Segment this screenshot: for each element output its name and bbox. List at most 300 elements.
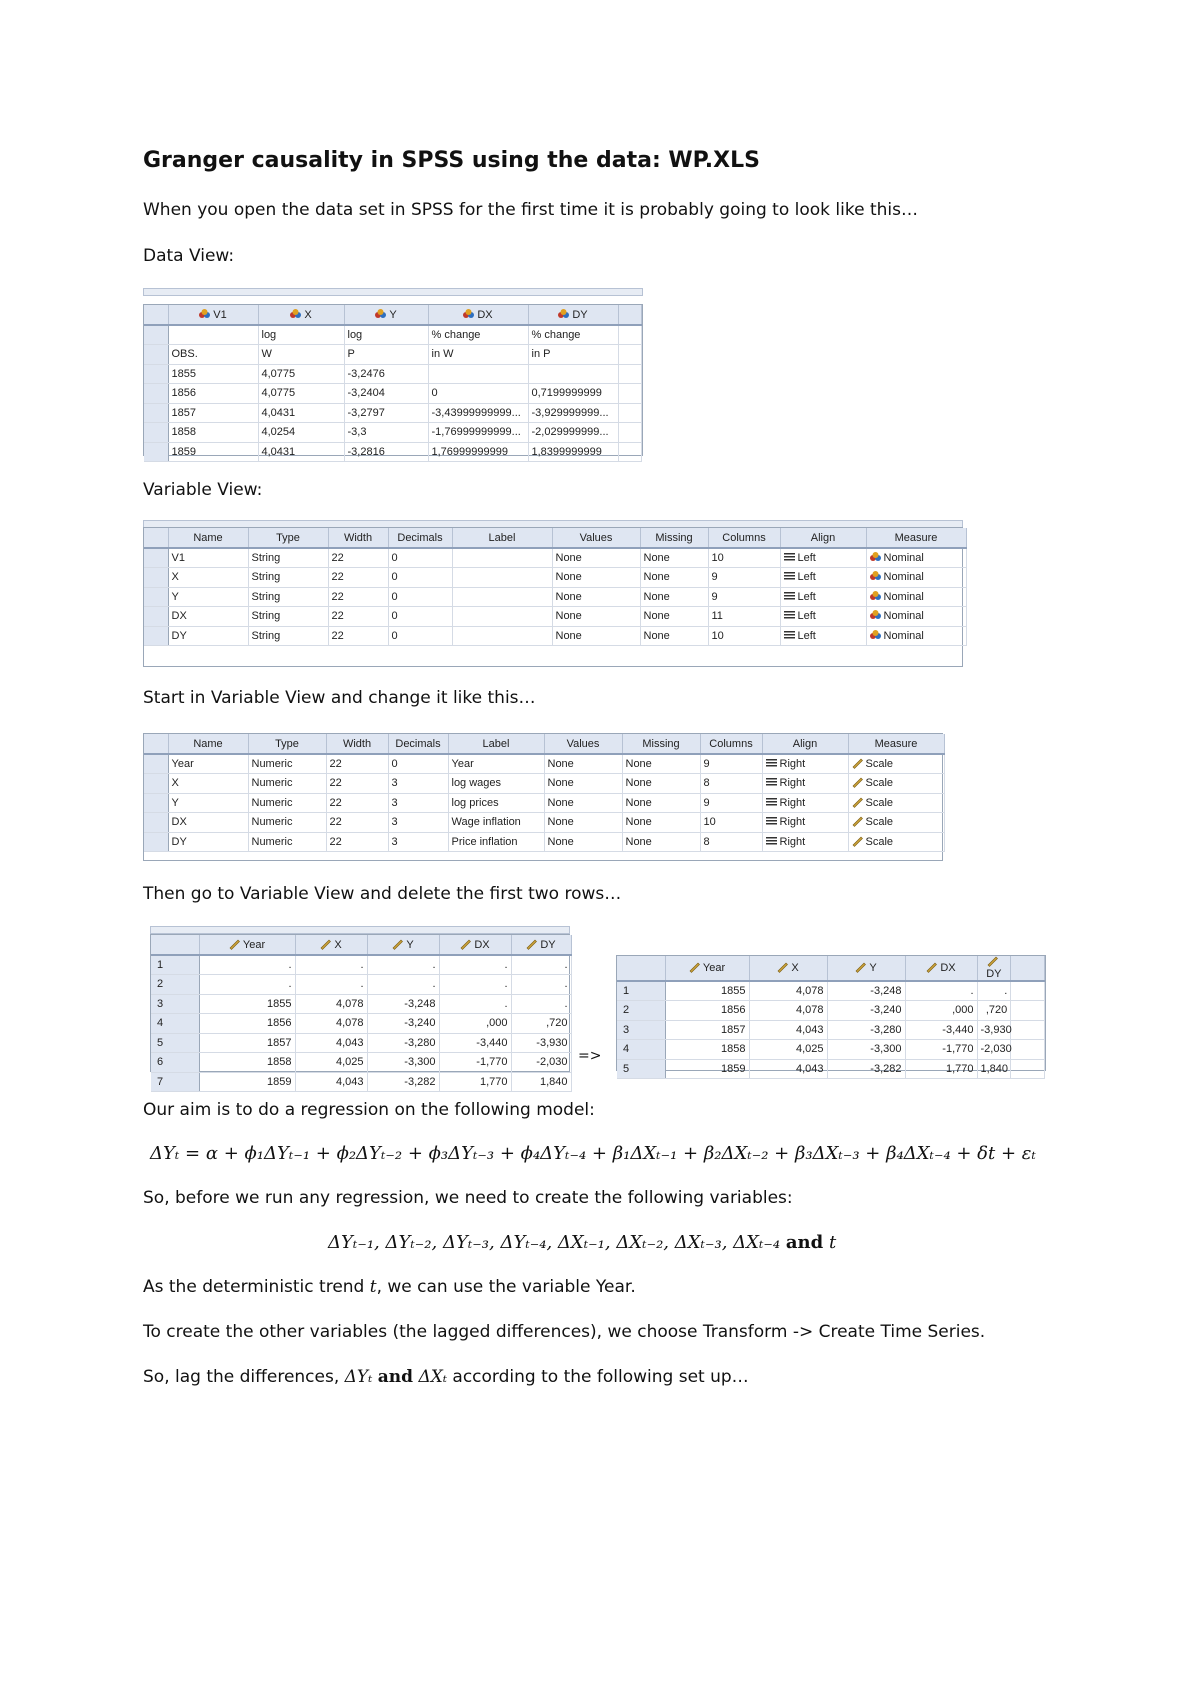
column-header[interactable] bbox=[367, 935, 439, 955]
table-cell[interactable] bbox=[827, 981, 905, 1001]
cell-value: 1856 bbox=[267, 1017, 292, 1030]
table-cell[interactable] bbox=[344, 384, 428, 404]
table-cell[interactable] bbox=[640, 607, 708, 627]
table-row bbox=[144, 774, 944, 794]
table-cell[interactable] bbox=[866, 568, 966, 588]
table-cell[interactable] bbox=[168, 774, 248, 794]
table-cell[interactable] bbox=[622, 793, 700, 813]
row-header[interactable] bbox=[144, 626, 168, 646]
table-cell[interactable] bbox=[848, 774, 944, 794]
table-cell[interactable] bbox=[749, 1020, 827, 1040]
table-cell[interactable] bbox=[328, 548, 388, 568]
row-header[interactable] bbox=[144, 325, 168, 345]
table-cell[interactable] bbox=[295, 1033, 367, 1053]
table-cell[interactable] bbox=[388, 793, 448, 813]
row-number[interactable] bbox=[151, 1014, 199, 1034]
table-cell[interactable] bbox=[448, 774, 544, 794]
table-cell[interactable] bbox=[977, 1059, 1011, 1079]
table-cell[interactable] bbox=[168, 442, 258, 462]
table-cell[interactable] bbox=[780, 548, 866, 568]
table-cell[interactable] bbox=[552, 568, 640, 588]
table-cell[interactable] bbox=[977, 1040, 1011, 1060]
table-cell[interactable] bbox=[168, 364, 258, 384]
table-cell[interactable] bbox=[388, 813, 448, 833]
table-cell[interactable] bbox=[749, 981, 827, 1001]
column-header[interactable] bbox=[388, 734, 448, 754]
table-cell[interactable] bbox=[708, 587, 780, 607]
table-cell[interactable] bbox=[700, 832, 762, 852]
table-cell[interactable] bbox=[388, 832, 448, 852]
table-cell[interactable] bbox=[827, 1020, 905, 1040]
table-cell[interactable] bbox=[708, 548, 780, 568]
table-cell[interactable] bbox=[544, 832, 622, 852]
table-cell[interactable] bbox=[848, 813, 944, 833]
row-header[interactable] bbox=[144, 403, 168, 423]
column-header[interactable] bbox=[168, 528, 248, 548]
table-cell[interactable] bbox=[168, 607, 248, 627]
table-cell[interactable] bbox=[367, 955, 439, 975]
table-cell[interactable] bbox=[762, 793, 848, 813]
table-cell[interactable] bbox=[248, 793, 326, 813]
row-number[interactable] bbox=[151, 1053, 199, 1073]
table-cell[interactable] bbox=[665, 1020, 749, 1040]
row-number[interactable] bbox=[617, 981, 665, 1001]
table-cell[interactable] bbox=[622, 832, 700, 852]
table-cell[interactable] bbox=[622, 774, 700, 794]
table-cell[interactable] bbox=[248, 774, 326, 794]
table-cell[interactable] bbox=[168, 384, 258, 404]
table-cell[interactable] bbox=[199, 1014, 295, 1034]
column-header[interactable] bbox=[665, 956, 749, 981]
table-cell[interactable] bbox=[388, 548, 452, 568]
table-cell[interactable] bbox=[700, 774, 762, 794]
table-cell[interactable] bbox=[640, 568, 708, 588]
table-cell[interactable] bbox=[248, 832, 326, 852]
cell-value: -3,2476 bbox=[347, 367, 385, 380]
table-cell[interactable] bbox=[665, 981, 749, 1001]
table-cell[interactable] bbox=[168, 587, 248, 607]
row-number[interactable] bbox=[151, 1072, 199, 1092]
table-cell-empty bbox=[1011, 1040, 1045, 1060]
column-header[interactable] bbox=[640, 528, 708, 548]
table-cell[interactable] bbox=[552, 587, 640, 607]
column-header[interactable] bbox=[388, 528, 452, 548]
table-cell[interactable] bbox=[439, 994, 511, 1014]
table-cell[interactable] bbox=[168, 568, 248, 588]
table-cell[interactable] bbox=[780, 587, 866, 607]
table-cell[interactable] bbox=[344, 403, 428, 423]
table-cell[interactable] bbox=[866, 587, 966, 607]
column-header-label: Measure bbox=[874, 737, 918, 750]
row-header[interactable] bbox=[144, 813, 168, 833]
table-cell[interactable] bbox=[665, 1040, 749, 1060]
table-cell[interactable] bbox=[168, 793, 248, 813]
table-cell[interactable] bbox=[428, 364, 528, 384]
table-cell[interactable] bbox=[328, 626, 388, 646]
table-cell[interactable] bbox=[552, 626, 640, 646]
table-cell[interactable] bbox=[905, 981, 977, 1001]
table-cell[interactable] bbox=[665, 1059, 749, 1079]
column-header[interactable] bbox=[552, 528, 640, 548]
column-header[interactable] bbox=[780, 528, 866, 548]
row-header[interactable] bbox=[144, 423, 168, 443]
column-header[interactable] bbox=[622, 734, 700, 754]
column-header[interactable] bbox=[295, 935, 367, 955]
cell-value: 4 bbox=[157, 1017, 164, 1030]
row-header[interactable] bbox=[144, 568, 168, 588]
table-cell[interactable] bbox=[700, 793, 762, 813]
cell-value: Left bbox=[797, 552, 816, 564]
row-header[interactable] bbox=[144, 364, 168, 384]
table-cell[interactable] bbox=[977, 981, 1011, 1001]
table-cell[interactable] bbox=[848, 832, 944, 852]
table-cell[interactable] bbox=[199, 955, 295, 975]
nominal-icon bbox=[870, 630, 881, 640]
row-header[interactable] bbox=[144, 607, 168, 627]
table-cell[interactable] bbox=[428, 403, 528, 423]
table-cell[interactable] bbox=[248, 626, 328, 646]
table-cell[interactable] bbox=[780, 626, 866, 646]
table-cell[interactable] bbox=[866, 548, 966, 568]
table-cell[interactable] bbox=[258, 384, 344, 404]
table-cell[interactable] bbox=[388, 568, 452, 588]
table-cell[interactable] bbox=[622, 813, 700, 833]
cell-value: DX bbox=[171, 816, 187, 829]
row-number[interactable] bbox=[617, 1059, 665, 1079]
table-cell[interactable] bbox=[762, 774, 848, 794]
table-cell[interactable] bbox=[248, 607, 328, 627]
row-number[interactable] bbox=[151, 994, 199, 1014]
table-cell[interactable] bbox=[168, 345, 258, 365]
table-cell[interactable] bbox=[367, 975, 439, 995]
table-cell[interactable] bbox=[428, 442, 528, 462]
column-header[interactable] bbox=[328, 528, 388, 548]
row-number[interactable] bbox=[617, 1020, 665, 1040]
table-cell[interactable] bbox=[168, 813, 248, 833]
table-cell[interactable] bbox=[367, 1053, 439, 1073]
column-header[interactable] bbox=[428, 305, 528, 325]
table-cell[interactable] bbox=[511, 955, 571, 975]
table-cell[interactable] bbox=[439, 975, 511, 995]
table-cell[interactable] bbox=[168, 832, 248, 852]
column-header[interactable] bbox=[827, 956, 905, 981]
table-cell[interactable] bbox=[749, 1059, 827, 1079]
table-cell[interactable] bbox=[511, 994, 571, 1014]
column-header[interactable] bbox=[700, 734, 762, 754]
table-cell[interactable] bbox=[428, 325, 528, 345]
table-cell[interactable] bbox=[295, 1053, 367, 1073]
cell-value: 1,8399999999 bbox=[531, 445, 602, 458]
table-cell[interactable] bbox=[199, 1072, 295, 1092]
table-cell[interactable] bbox=[258, 364, 344, 384]
table-cell[interactable] bbox=[905, 1040, 977, 1060]
table-cell-empty bbox=[618, 423, 642, 443]
row-number[interactable] bbox=[617, 1001, 665, 1021]
table-cell[interactable] bbox=[344, 345, 428, 365]
table-cell[interactable] bbox=[248, 568, 328, 588]
table-cell[interactable] bbox=[328, 607, 388, 627]
table-cell[interactable] bbox=[326, 832, 388, 852]
table-cell[interactable] bbox=[528, 403, 618, 423]
row-header[interactable] bbox=[144, 832, 168, 852]
table-cell[interactable] bbox=[388, 626, 452, 646]
table-cell[interactable] bbox=[326, 754, 388, 774]
cell-value: 1 bbox=[623, 985, 630, 997]
column-header[interactable] bbox=[977, 956, 1011, 981]
table-cell[interactable] bbox=[762, 754, 848, 774]
column-header-label: Missing bbox=[655, 531, 693, 544]
cell-value: Numeric bbox=[251, 835, 293, 848]
cell-value: ,720 bbox=[546, 1017, 568, 1030]
table-cell[interactable] bbox=[700, 813, 762, 833]
table-cell-empty bbox=[618, 384, 642, 404]
table-cell[interactable] bbox=[848, 754, 944, 774]
table-cell[interactable] bbox=[326, 793, 388, 813]
table-cell[interactable] bbox=[622, 754, 700, 774]
table-cell[interactable] bbox=[367, 994, 439, 1014]
column-header[interactable] bbox=[708, 528, 780, 548]
column-header[interactable] bbox=[905, 956, 977, 981]
row-header[interactable] bbox=[144, 587, 168, 607]
table-cell[interactable] bbox=[448, 832, 544, 852]
table-cell[interactable] bbox=[848, 793, 944, 813]
row-number[interactable] bbox=[151, 1033, 199, 1053]
scale-icon bbox=[926, 962, 937, 972]
table-cell[interactable] bbox=[367, 1072, 439, 1092]
column-header[interactable] bbox=[448, 734, 544, 754]
table-cell[interactable] bbox=[439, 955, 511, 975]
table-cell[interactable] bbox=[388, 774, 448, 794]
table-cell[interactable] bbox=[452, 548, 552, 568]
table-cell[interactable] bbox=[511, 1033, 571, 1053]
table-cell[interactable] bbox=[762, 813, 848, 833]
table-cell[interactable] bbox=[367, 1033, 439, 1053]
table-cell[interactable] bbox=[511, 1053, 571, 1073]
table-cell[interactable] bbox=[640, 548, 708, 568]
column-header[interactable] bbox=[326, 734, 388, 754]
cell-value: Price inflation bbox=[451, 835, 518, 848]
column-header[interactable] bbox=[749, 956, 827, 981]
table-cell[interactable] bbox=[762, 832, 848, 852]
table-cell[interactable] bbox=[640, 626, 708, 646]
table-cell[interactable] bbox=[248, 754, 326, 774]
table-row bbox=[151, 994, 571, 1014]
table-cell[interactable] bbox=[511, 1072, 571, 1092]
cell-value: ,000 bbox=[952, 1004, 974, 1017]
table-row bbox=[144, 607, 966, 627]
table-cell[interactable] bbox=[780, 568, 866, 588]
table-cell[interactable] bbox=[428, 423, 528, 443]
column-header-label: Label bbox=[482, 737, 510, 750]
table-cell[interactable] bbox=[344, 442, 428, 462]
table-cell[interactable] bbox=[511, 1014, 571, 1034]
table-cell[interactable] bbox=[328, 587, 388, 607]
table-cell[interactable] bbox=[528, 325, 618, 345]
table-cell[interactable] bbox=[866, 607, 966, 627]
table-cell[interactable] bbox=[439, 1072, 511, 1092]
table-cell[interactable] bbox=[295, 975, 367, 995]
table-cell[interactable] bbox=[248, 813, 326, 833]
row-header[interactable] bbox=[144, 442, 168, 462]
column-header[interactable] bbox=[199, 935, 295, 955]
table-cell[interactable] bbox=[640, 587, 708, 607]
column-header-label: Y bbox=[869, 962, 877, 974]
column-header[interactable] bbox=[848, 734, 944, 754]
table-cell[interactable] bbox=[905, 1001, 977, 1021]
row-number[interactable] bbox=[151, 955, 199, 975]
row-header[interactable] bbox=[144, 754, 168, 774]
column-header[interactable] bbox=[344, 305, 428, 325]
cell-value: 0 bbox=[391, 571, 398, 584]
column-header[interactable] bbox=[528, 305, 618, 325]
table-cell[interactable] bbox=[544, 754, 622, 774]
column-header-label: Values bbox=[566, 737, 600, 750]
table-cell[interactable] bbox=[199, 994, 295, 1014]
table-cell[interactable] bbox=[708, 607, 780, 627]
table-row bbox=[144, 364, 642, 384]
align-icon bbox=[766, 777, 777, 787]
table-cell[interactable] bbox=[326, 774, 388, 794]
table-cell[interactable] bbox=[452, 626, 552, 646]
table-cell[interactable] bbox=[344, 423, 428, 443]
column-header-label: Type bbox=[276, 531, 300, 544]
table-cell[interactable] bbox=[552, 548, 640, 568]
table-cell[interactable] bbox=[295, 1072, 367, 1092]
row-header[interactable] bbox=[144, 774, 168, 794]
row-header[interactable] bbox=[144, 345, 168, 365]
column-header-label: Align bbox=[810, 531, 836, 544]
table-cell[interactable] bbox=[749, 1001, 827, 1021]
table-cell[interactable] bbox=[428, 384, 528, 404]
table-cell[interactable] bbox=[248, 548, 328, 568]
column-header[interactable] bbox=[168, 734, 248, 754]
column-header[interactable] bbox=[248, 528, 328, 548]
table-cell[interactable] bbox=[344, 364, 428, 384]
table-cell[interactable] bbox=[168, 754, 248, 774]
column-header[interactable] bbox=[258, 305, 344, 325]
table-cell[interactable] bbox=[511, 975, 571, 995]
table-cell[interactable] bbox=[452, 587, 552, 607]
table-cell[interactable] bbox=[866, 626, 966, 646]
cell-value: -3,2797 bbox=[347, 406, 385, 419]
cell-value: 1859 bbox=[267, 1075, 292, 1088]
table-cell[interactable] bbox=[168, 403, 258, 423]
table-cell[interactable] bbox=[199, 975, 295, 995]
table-cell[interactable] bbox=[428, 345, 528, 365]
table-cell[interactable] bbox=[749, 1040, 827, 1060]
table-cell[interactable] bbox=[708, 568, 780, 588]
cell-value: 1 bbox=[157, 959, 164, 971]
table-cell[interactable] bbox=[780, 607, 866, 627]
table-cell[interactable] bbox=[665, 1001, 749, 1021]
table-cell[interactable] bbox=[827, 1040, 905, 1060]
table-cell[interactable] bbox=[168, 548, 248, 568]
column-header[interactable] bbox=[866, 528, 966, 548]
table-cell[interactable] bbox=[528, 423, 618, 443]
table-cell[interactable] bbox=[700, 754, 762, 774]
cell-value: log prices bbox=[451, 796, 499, 809]
cell-value: . bbox=[504, 978, 508, 991]
table-cell[interactable] bbox=[388, 754, 448, 774]
table-cell[interactable] bbox=[439, 1033, 511, 1053]
column-header[interactable] bbox=[762, 734, 848, 754]
column-header[interactable] bbox=[248, 734, 326, 754]
table-cell[interactable] bbox=[827, 1001, 905, 1021]
table-cell[interactable] bbox=[328, 568, 388, 588]
table-cell[interactable] bbox=[199, 1033, 295, 1053]
table-cell[interactable] bbox=[258, 345, 344, 365]
table-cell[interactable] bbox=[452, 607, 552, 627]
cell-value: 9 bbox=[703, 796, 710, 809]
table-cell[interactable] bbox=[448, 813, 544, 833]
table-cell[interactable] bbox=[544, 774, 622, 794]
table-row bbox=[144, 587, 966, 607]
row-header[interactable] bbox=[144, 793, 168, 813]
cell-value: None bbox=[547, 796, 574, 809]
table-cell[interactable] bbox=[344, 325, 428, 345]
table-cell[interactable] bbox=[326, 813, 388, 833]
column-header[interactable] bbox=[168, 305, 258, 325]
table-cell[interactable] bbox=[905, 1020, 977, 1040]
table-cell[interactable] bbox=[295, 994, 367, 1014]
column-header[interactable] bbox=[439, 935, 511, 955]
table-cell[interactable] bbox=[528, 442, 618, 462]
cell-value: . bbox=[360, 959, 364, 971]
table-cell[interactable] bbox=[977, 1001, 1011, 1021]
table-cell[interactable] bbox=[528, 384, 618, 404]
table-cell[interactable] bbox=[258, 325, 344, 345]
table-cell[interactable] bbox=[388, 607, 452, 627]
table-cell[interactable] bbox=[528, 364, 618, 384]
table-cell[interactable] bbox=[258, 442, 344, 462]
table-cell[interactable] bbox=[295, 1014, 367, 1034]
table-cell[interactable] bbox=[168, 423, 258, 443]
table-cell[interactable] bbox=[708, 626, 780, 646]
table-cell[interactable] bbox=[552, 607, 640, 627]
table-cell[interactable] bbox=[905, 1059, 977, 1079]
column-header[interactable] bbox=[544, 734, 622, 754]
table-cell[interactable] bbox=[199, 1053, 295, 1073]
cell-value: Nominal bbox=[883, 571, 924, 584]
row-header[interactable] bbox=[144, 548, 168, 568]
cell-value: OBS. bbox=[171, 348, 198, 361]
table-cell[interactable] bbox=[168, 626, 248, 646]
data-before-delete-grid bbox=[150, 934, 570, 1088]
table-cell[interactable] bbox=[977, 1020, 1011, 1040]
table-cell[interactable] bbox=[248, 587, 328, 607]
table-cell[interactable] bbox=[168, 325, 258, 345]
table-cell[interactable] bbox=[258, 403, 344, 423]
table-cell[interactable] bbox=[388, 587, 452, 607]
table-cell[interactable] bbox=[528, 345, 618, 365]
row-header[interactable] bbox=[144, 384, 168, 404]
table-cell[interactable] bbox=[827, 1059, 905, 1079]
table-cell[interactable] bbox=[258, 423, 344, 443]
column-header[interactable] bbox=[452, 528, 552, 548]
table-cell[interactable] bbox=[295, 955, 367, 975]
table-cell[interactable] bbox=[439, 1014, 511, 1034]
table-cell[interactable] bbox=[439, 1053, 511, 1073]
table-cell[interactable] bbox=[367, 1014, 439, 1034]
row-number[interactable] bbox=[151, 975, 199, 995]
table-cell[interactable] bbox=[448, 754, 544, 774]
table-cell[interactable] bbox=[448, 793, 544, 813]
row-number[interactable] bbox=[617, 1040, 665, 1060]
column-header[interactable] bbox=[511, 935, 571, 955]
table-cell[interactable] bbox=[452, 568, 552, 588]
table-cell[interactable] bbox=[544, 813, 622, 833]
table-cell[interactable] bbox=[544, 793, 622, 813]
